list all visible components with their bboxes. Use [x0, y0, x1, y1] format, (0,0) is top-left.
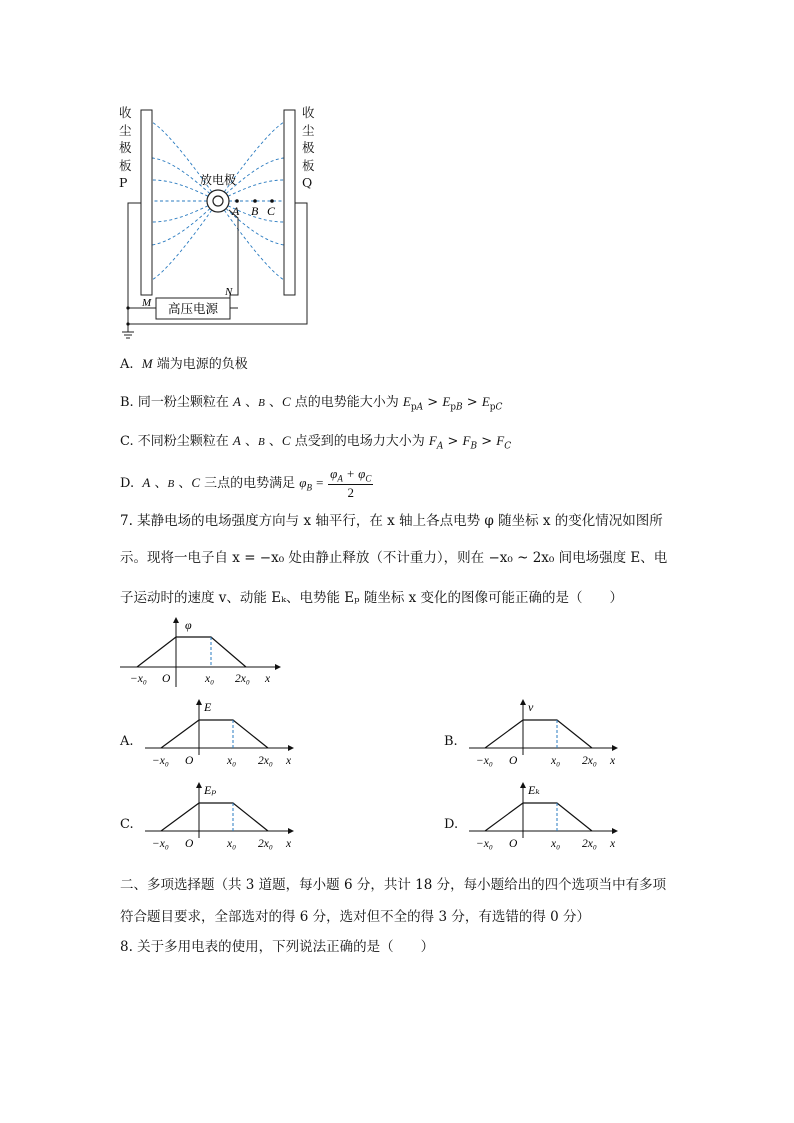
q7-line-1: 7. 某静电场的电场强度方向与 x 轴平行，在 x 轴上各点电势 φ 随坐标 x 的变化情况如图所: [120, 513, 663, 529]
svg-text:x₀: x₀: [227, 838, 237, 850]
q7-line-2: 示。现将一电子自 x = −x₀ 处由静止释放（不计重力），则在 −x₀ ~ 2x₀ 间电场强度 E、电: [120, 550, 668, 566]
svg-text:x₀: x₀: [551, 755, 561, 767]
svg-text:x₀: x₀: [227, 755, 237, 767]
svg-text:−x₀: −x₀: [152, 838, 169, 850]
plate-p: [141, 110, 152, 295]
svg-text:2x₀: 2x₀: [235, 673, 250, 685]
plate-q: [284, 110, 295, 295]
plate-q-label: 收尘极板Q: [302, 105, 315, 190]
q7-line-3: 子运动时的速度 v、动能 Eₖ、电势能 Eₚ 随坐标 x 变化的图像可能正确的是（ ）: [120, 590, 624, 606]
svg-text:O: O: [185, 755, 194, 767]
electrode-label: 放电极: [200, 173, 237, 187]
q7-option-d-letter: D.: [444, 817, 459, 832]
q7-option-d-graph: [464, 778, 634, 853]
section2-line-2: 符合题目要求，全部选对的得 6 分，选对但不全的得 3 分，有选错的得 0 分）: [120, 909, 591, 925]
svg-text:O: O: [162, 673, 171, 685]
svg-text:v: v: [528, 700, 534, 714]
point-a: [235, 199, 239, 203]
svg-text:x: x: [286, 838, 292, 850]
svg-text:x₀: x₀: [205, 673, 215, 685]
svg-text:Eₚ: Eₚ: [204, 783, 217, 797]
q7-option-a-graph: [140, 695, 310, 770]
label-m: M: [142, 297, 152, 309]
svg-text:O: O: [185, 838, 194, 850]
svg-text:Eₖ: Eₖ: [528, 783, 540, 797]
precipitator-figure: [110, 100, 330, 340]
q8-stem: 8. 关于多用电表的使用，下列说法正确的是（ ）: [120, 939, 435, 955]
svg-text:x₀: x₀: [551, 838, 561, 850]
label-c: C: [267, 204, 276, 218]
phi-axis-label: φ: [185, 618, 192, 632]
point-b: [253, 199, 257, 203]
svg-text:−x₀: −x₀: [476, 755, 493, 767]
q7-option-b-letter: B.: [444, 734, 458, 749]
plate-p-label: 收尘极板P: [119, 105, 132, 190]
q7-phi-graph: [115, 615, 285, 687]
q7-option-b-graph: [464, 695, 634, 770]
point-c: [270, 199, 274, 203]
svg-text:x: x: [265, 673, 271, 685]
q6-option-c: C. 不同粉尘颗粒在 A 、B 、C 点受到的电场力大小为 $F_A > F_B > F_C$: [120, 433, 512, 452]
svg-text:2x₀: 2x₀: [582, 838, 597, 850]
q6-option-b: B. 同一粉尘颗粒在 A 、B 、C 点的电势能大小为 $E_{pA} > E_{pB} > E_{pC}$: [120, 394, 503, 413]
svg-text:2x₀: 2x₀: [582, 755, 597, 767]
svg-text:−x₀: −x₀: [152, 755, 169, 767]
svg-text:−x₀: −x₀: [130, 673, 147, 685]
q6-option-d: D. A 、B 、C 三点的电势满足 $\varphi_B$ = $\frac{\varphi_A + \varphi_C}{2}$: [120, 466, 372, 500]
q7-option-c-letter: C.: [120, 817, 134, 832]
svg-text:2x₀: 2x₀: [258, 755, 273, 767]
q7-option-a-letter: A.: [120, 734, 134, 749]
label-n: N: [225, 286, 233, 298]
power-label: 高压电源: [167, 302, 219, 316]
label-a: A: [232, 204, 240, 218]
svg-text:x: x: [286, 755, 292, 767]
svg-text:E: E: [204, 700, 212, 714]
svg-text:x: x: [610, 838, 616, 850]
label-b: B: [251, 204, 259, 218]
q7-option-c-graph: [140, 778, 310, 853]
svg-text:O: O: [509, 755, 518, 767]
section2-line-1: 二、多项选择题（共 3 道题，每小题 6 分，共计 18 分，每小题给出的四个选项当中有多项: [120, 877, 667, 893]
svg-text:x: x: [610, 755, 616, 767]
svg-text:−x₀: −x₀: [476, 838, 493, 850]
svg-text:2x₀: 2x₀: [258, 838, 273, 850]
svg-text:O: O: [509, 838, 518, 850]
q6-option-a: A. M 端为电源的负极: [120, 356, 248, 372]
